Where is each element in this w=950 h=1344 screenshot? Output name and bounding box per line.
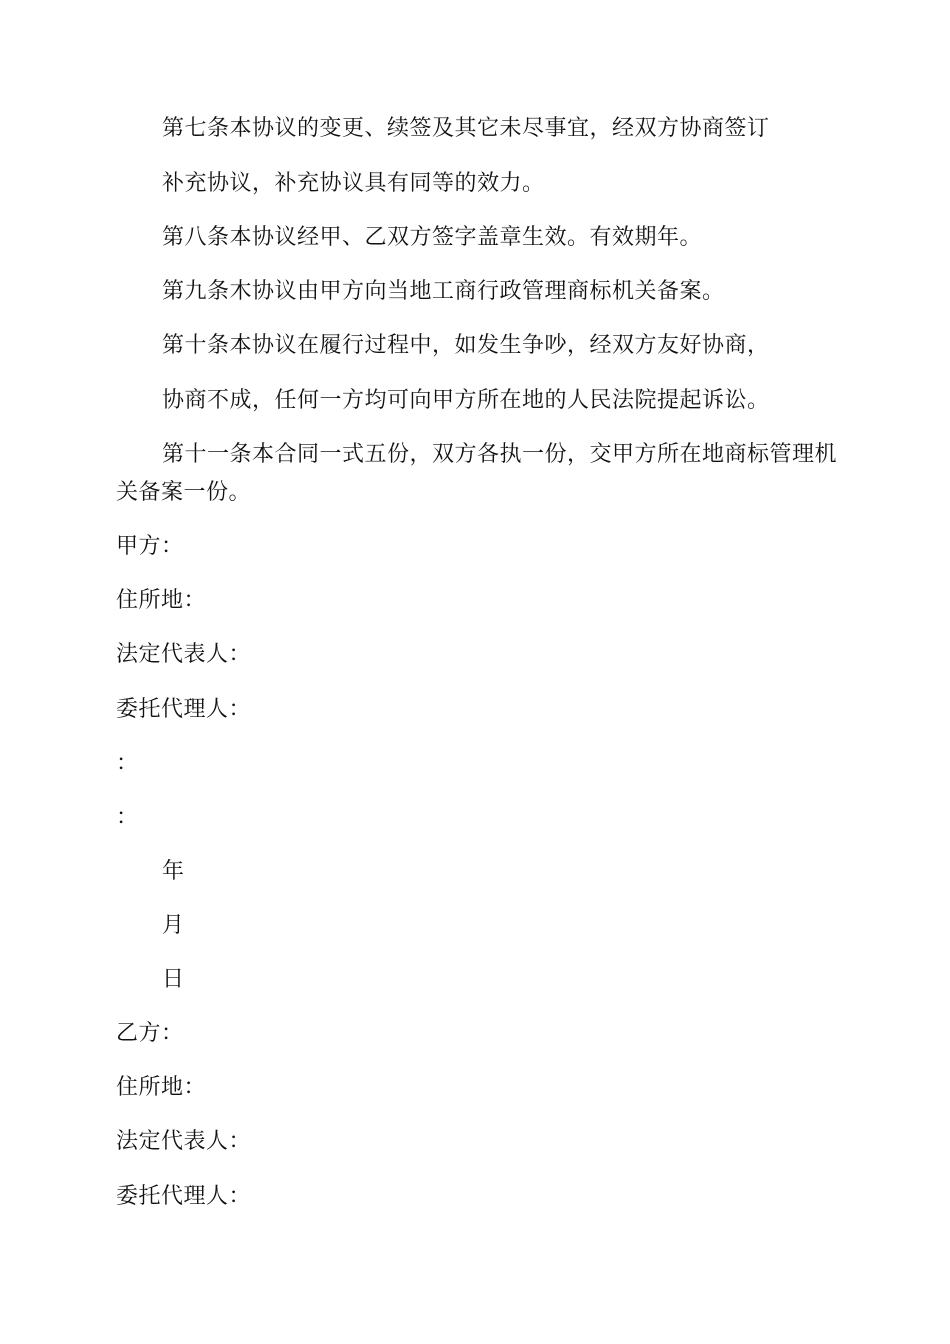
party-b-address: 住所地： (116, 1075, 207, 1100)
party-a-agent: 委托代理人： (116, 697, 252, 722)
party-a-legal-rep: 法定代表人： (116, 642, 252, 667)
article-11-line-2: 关备案一份。 (116, 480, 252, 505)
article-10-line-1: 第十条本协议在履行过程中，如发生争吵，经双方友好协商， (162, 333, 770, 358)
date-year: 年 (162, 859, 185, 884)
colon-line-2: ： (116, 805, 139, 830)
article-7-line-2: 补充协议，补充协议具有同等的效力。 (162, 171, 545, 196)
article-8: 第八条本协议经甲、乙双方签字盖章生效。有效期年。 (162, 225, 703, 250)
party-b-label: 乙方： (116, 1021, 184, 1046)
article-7-line-1: 第七条本协议的变更、续签及其它未尽事宜，经双方协商签订 (162, 116, 770, 141)
article-9: 第九条木协议由甲方向当地工商行政管理商标机关备案。 (162, 279, 725, 304)
article-11-line-1: 第十一条本合同一式五份，双方各执一份，交甲方所在地商标管理机 (162, 442, 838, 467)
date-day: 日 (162, 967, 185, 992)
party-a-address: 住所地： (116, 588, 207, 613)
article-10-line-2: 协商不成，任何一方均可向甲方所在地的人民法院提起诉讼。 (162, 388, 770, 413)
party-b-agent: 委托代理人： (116, 1184, 252, 1209)
party-b-legal-rep: 法定代表人： (116, 1129, 252, 1154)
party-a-label: 甲方： (116, 534, 184, 559)
colon-line-1: ： (116, 751, 139, 776)
date-month: 月 (162, 913, 185, 938)
